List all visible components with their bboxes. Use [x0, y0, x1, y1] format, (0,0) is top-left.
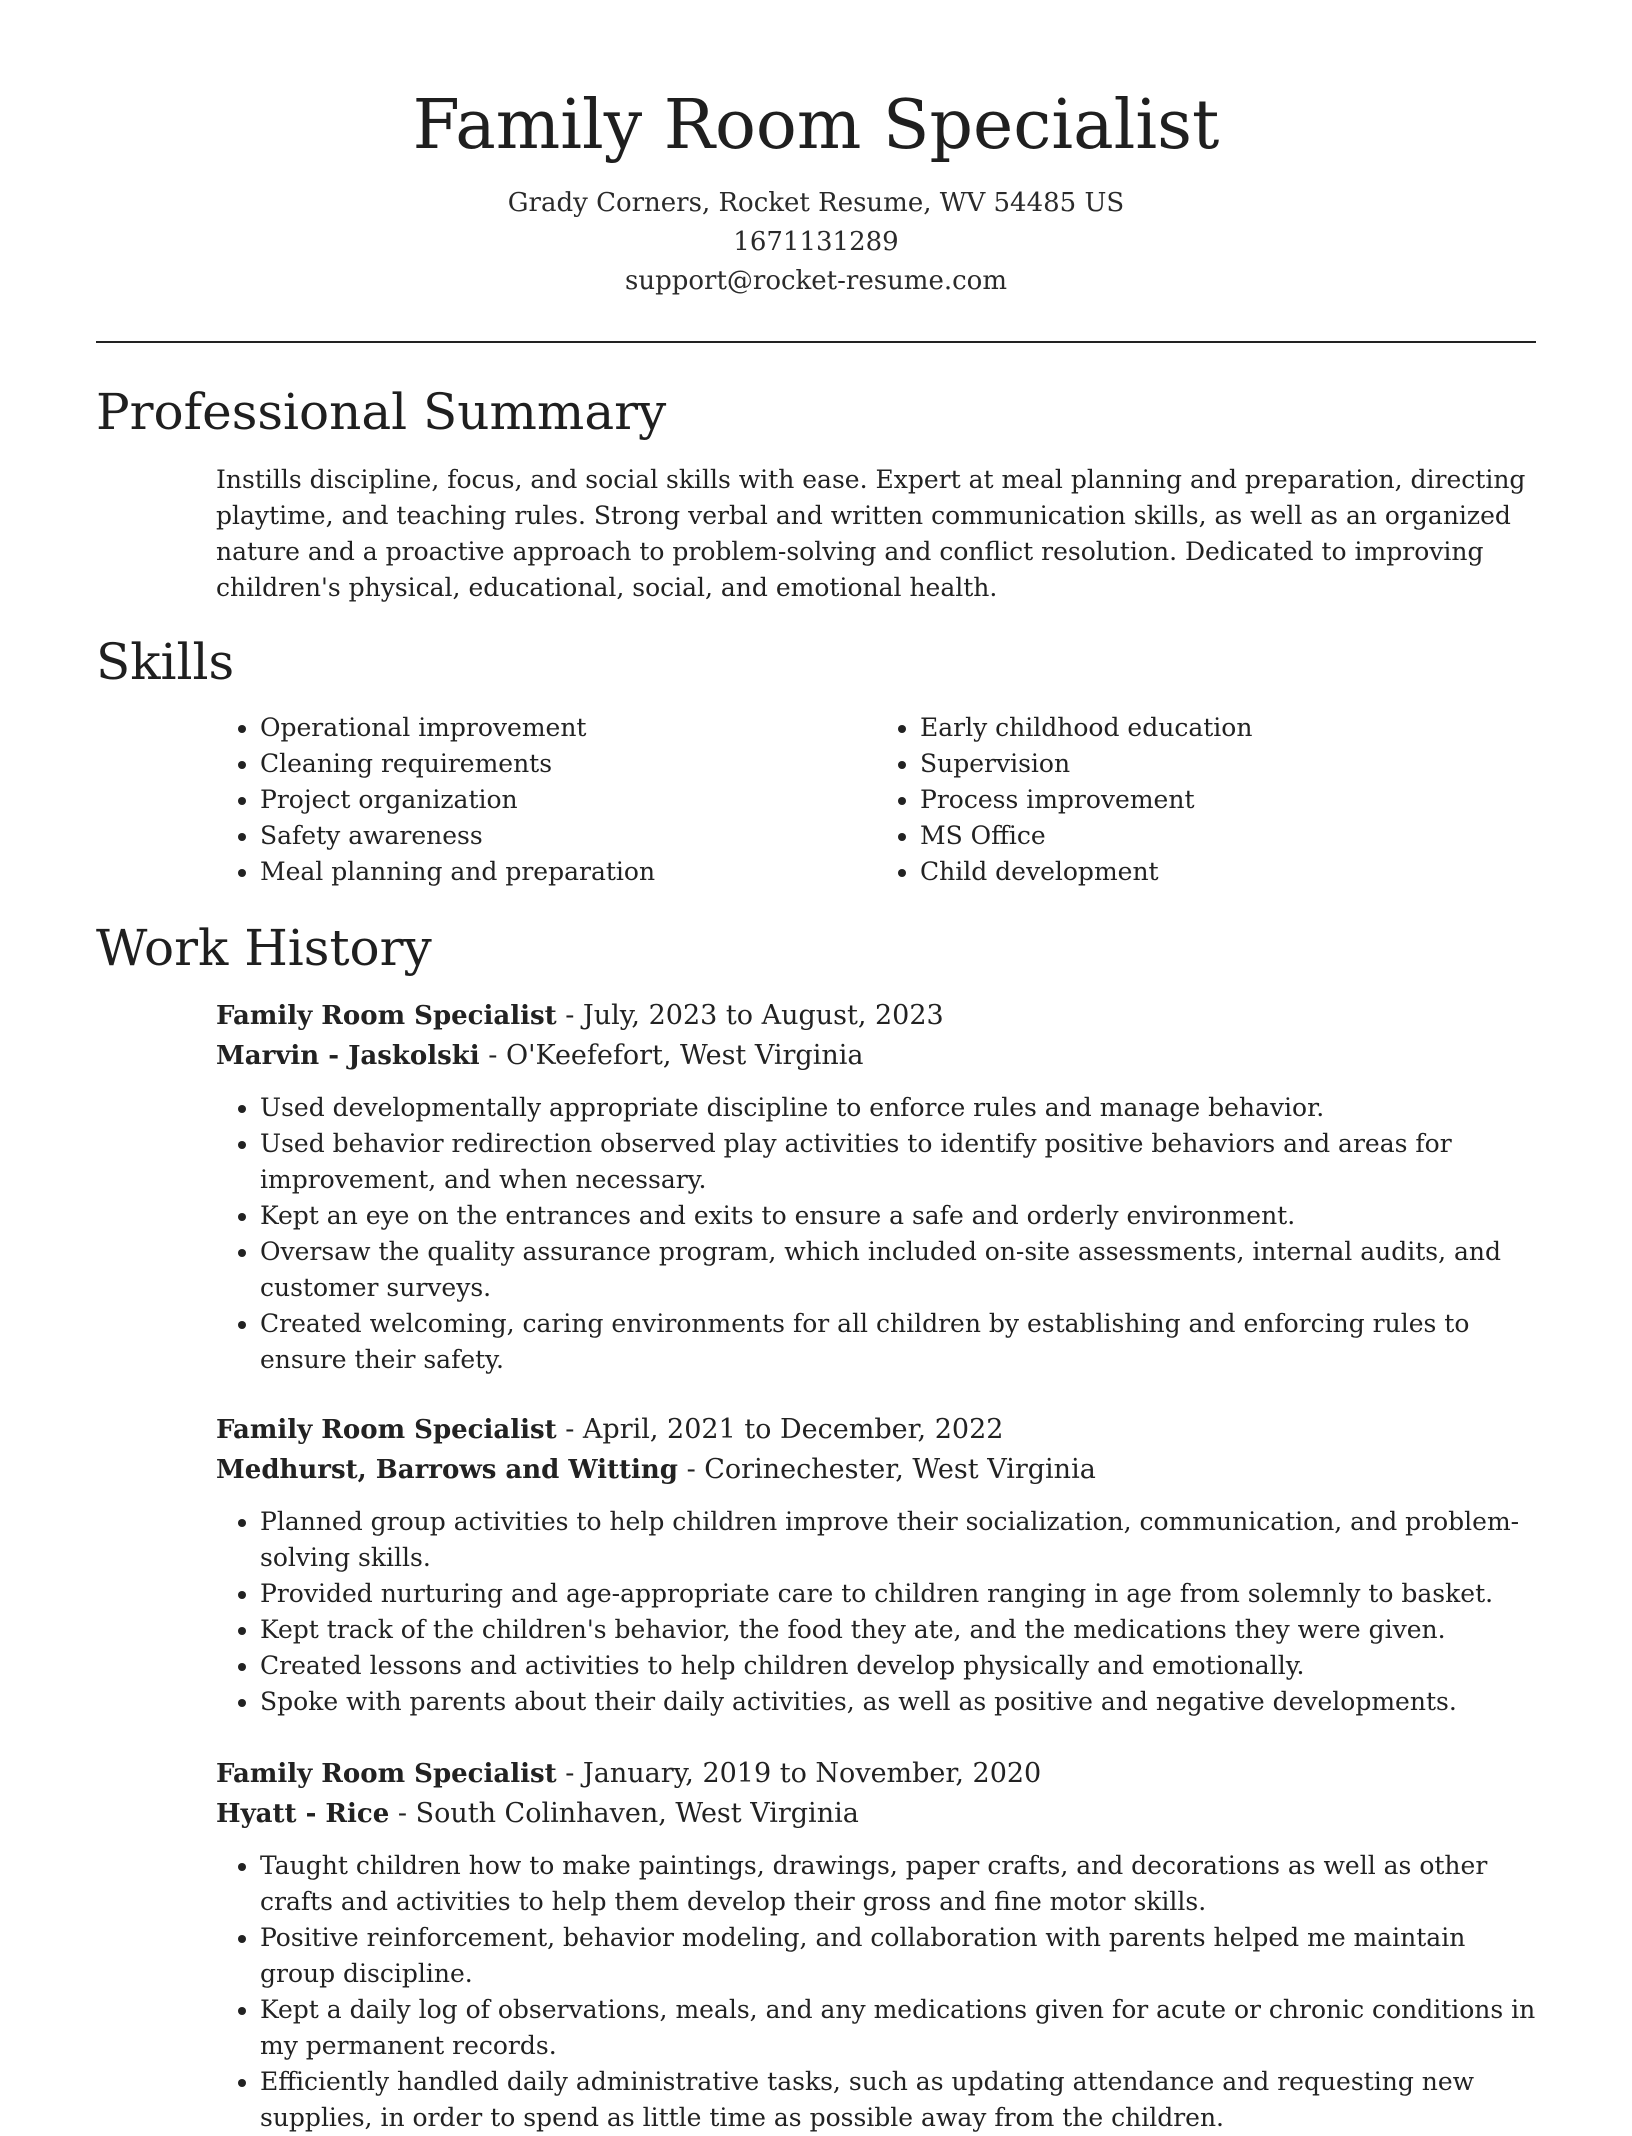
skill-item: • MS Office [920, 818, 1536, 854]
job-role: Family Room Specialist [216, 1759, 557, 1789]
skill-item: • Cleaning requirements [260, 746, 876, 782]
phone: 1671131289 [733, 227, 899, 257]
duty-item: • Kept a daily log of observations, meals, and any medications given for acute or chronic conditions in my permanent records. [260, 1992, 1536, 2064]
skill-item: • Meal planning and preparation [260, 854, 876, 890]
duty-item: • Positive reinforcement, behavior modeling, and collaboration with parents helped me maintain group discipline. [260, 1920, 1536, 1992]
candidate-name: Family Room Specialist [412, 86, 1220, 165]
work-history-heading: Work History [96, 919, 432, 977]
job-title-line [216, 1410, 1536, 1450]
job-company-line [216, 1036, 1536, 1076]
skills-column-right [876, 710, 1536, 890]
job-entry [216, 1754, 1536, 2136]
address: Grady Corners, Rocket Resume, WV 54485 US [507, 188, 1125, 218]
skills-heading: Skills [96, 633, 235, 691]
duty-item: • Oversaw the quality assurance program, which included on-site assessments, internal audits, and customer surveys. [260, 1234, 1536, 1306]
skill-item: • Child development [920, 854, 1536, 890]
job-location: - South Colinhaven, West Virginia [389, 1798, 859, 1829]
job-duties [216, 1090, 1536, 1378]
contact-info [96, 184, 1536, 301]
job-role: Family Room Specialist [216, 1415, 557, 1445]
duty-item: • Kept track of the children's behavior, the food they ate, and the medications they were given. [260, 1612, 1536, 1648]
duty-item: • Provided nurturing and age-appropriate care to children ranging in age from solemnly to basket. [260, 1576, 1536, 1612]
duty-item: • Created welcoming, caring environments for all children by establishing and enforcing rules to ensure their safety. [260, 1306, 1536, 1378]
job-dates: - July, 2023 to August, 2023 [556, 1000, 944, 1031]
duty-item: • Kept an eye on the entrances and exits to ensure a safe and orderly environment. [260, 1198, 1536, 1234]
resume-header [96, 78, 1536, 301]
job-duties [216, 1848, 1536, 2136]
skill-item: • Operational improvement [260, 710, 876, 746]
duty-item: • Efficiently handled daily administrative tasks, such as updating attendance and requesting new supplies, in order to spend as little time as possible away from the children. [260, 2064, 1536, 2136]
duty-item: • Created lessons and activities to help children develop physically and emotionally. [260, 1648, 1536, 1684]
duty-item: • Spoke with parents about their daily activities, as well as positive and negative developments. [260, 1684, 1536, 1720]
job-title-line [216, 996, 1536, 1036]
job-company: Hyatt - Rice [216, 1799, 390, 1829]
job-title-line [216, 1754, 1536, 1794]
job-dates: - January, 2019 to November, 2020 [556, 1758, 1042, 1789]
skill-item: • Process improvement [920, 782, 1536, 818]
job-location: - O'Keefefort, West Virginia [479, 1040, 864, 1071]
duty-item: • Used behavior redirection observed play activities to identify positive behaviors and areas for improvement, and when necessary. [260, 1126, 1536, 1198]
skill-item: • Safety awareness [260, 818, 876, 854]
job-dates: - April, 2021 to December, 2022 [556, 1414, 1004, 1445]
job-company-line [216, 1794, 1536, 1834]
skill-item: • Supervision [920, 746, 1536, 782]
summary-heading: Professional Summary [96, 383, 667, 441]
skills-list [216, 710, 1536, 890]
email: support@rocket-resume.com [624, 266, 1007, 296]
duty-item: • Taught children how to make paintings, drawings, paper crafts, and decorations as well as other crafts and activities to help them develop their gross and fine motor skills. [260, 1848, 1536, 1920]
job-entry [216, 996, 1536, 1378]
job-duties [216, 1504, 1536, 1720]
job-company: Marvin - Jaskolski [216, 1041, 480, 1071]
duty-item: • Planned group activities to help children improve their socialization, communication, and problem-solving skills. [260, 1504, 1536, 1576]
job-company-line [216, 1450, 1536, 1490]
job-role: Family Room Specialist [216, 1001, 557, 1031]
skill-item: • Early childhood education [920, 710, 1536, 746]
job-location: - Corinechester, West Virginia [677, 1454, 1096, 1485]
skills-column-left [216, 710, 876, 890]
job-company: Medhurst, Barrows and Witting [216, 1455, 678, 1485]
summary-text: Instills discipline, focus, and social skills with ease. Expert at meal planning and preparation, directing playtime, and teaching rules. Strong verbal and written communication skills, as well as an organized nature and a proactive approach to problem-solving and conflict resolution. Dedicated to improving children's physical, educational, social, and emotional health. [216, 465, 1526, 602]
skill-item: • Project organization [260, 782, 876, 818]
duty-item: • Used developmentally appropriate discipline to enforce rules and manage behavior. [260, 1090, 1536, 1126]
job-entry [216, 1410, 1536, 1720]
header-divider [96, 341, 1536, 343]
